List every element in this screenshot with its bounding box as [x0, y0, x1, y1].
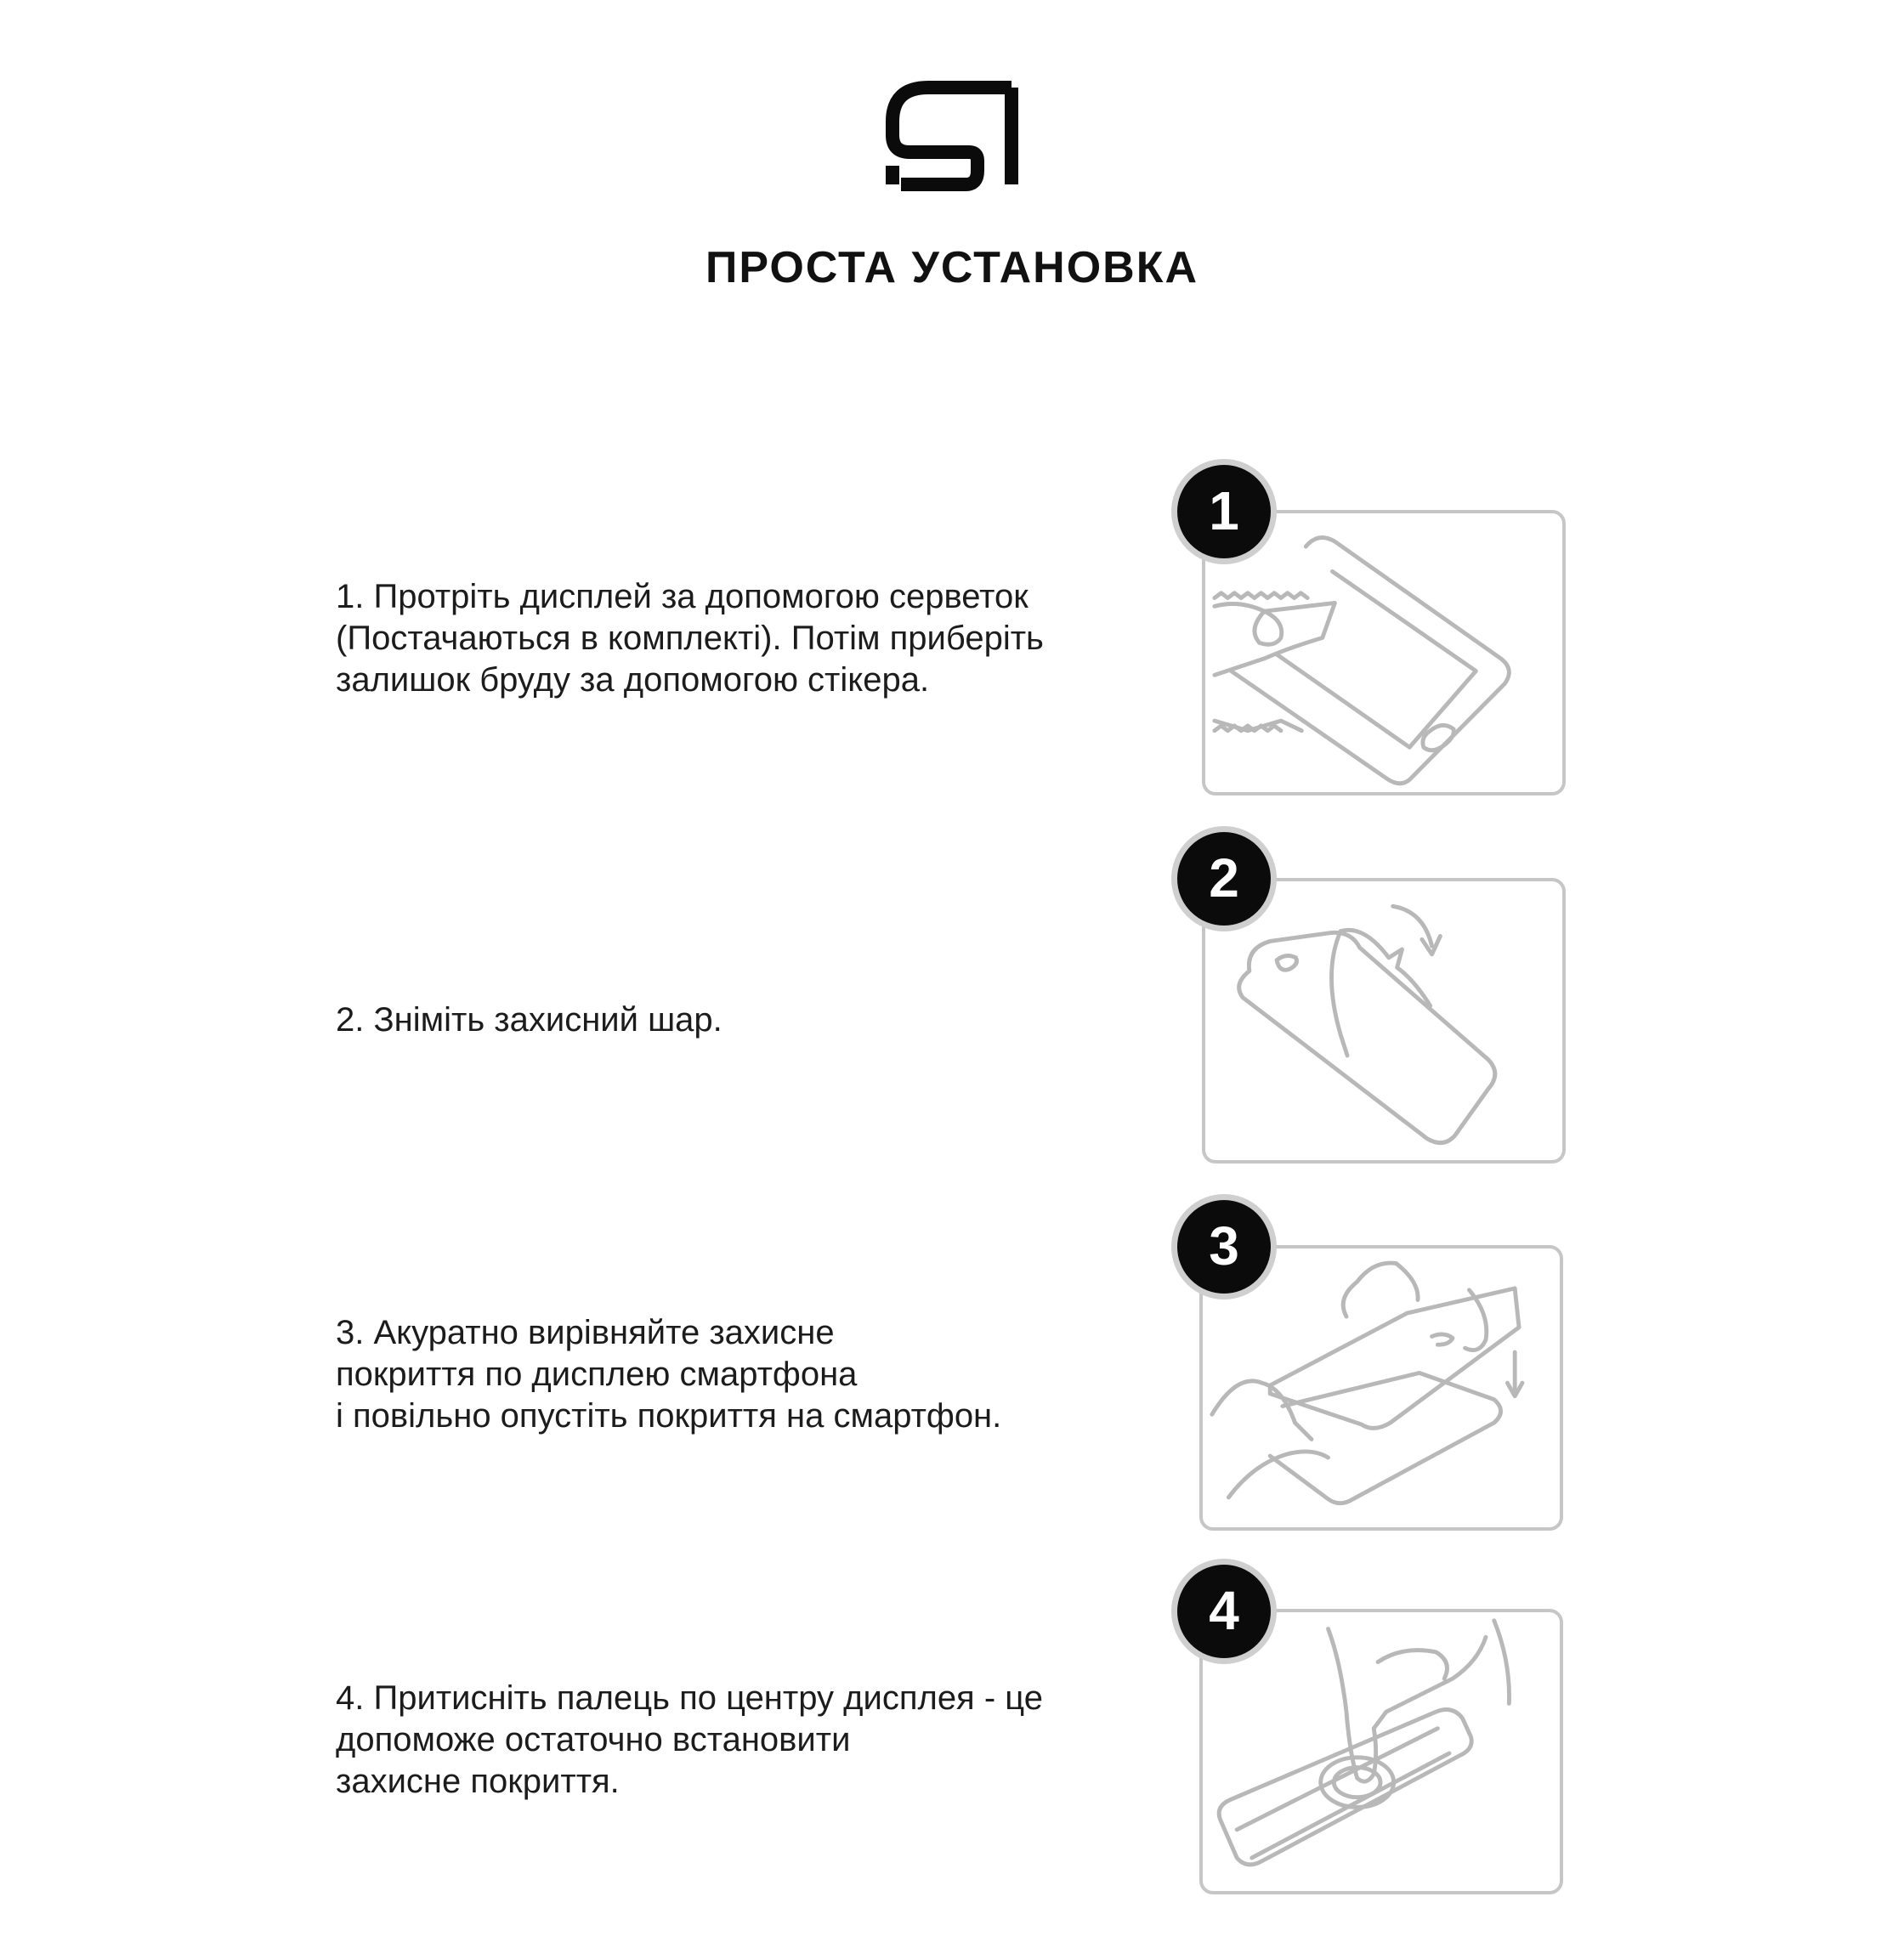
step-1-line-2: (Постачаються в комплекті). Потім приберіть — [336, 620, 1044, 657]
peel-film-icon — [1205, 881, 1562, 1160]
step-1-line-1: 1. Протріть дисплей за допомогою серветок — [336, 578, 1028, 615]
step-3-line-1: 3. Акуратно вирівняйте захисне — [336, 1314, 835, 1351]
step-3-line-3: і повільно опустіть покриття на смартфон. — [336, 1397, 1002, 1435]
align-film-icon — [1203, 1248, 1560, 1527]
step-4-badge: 4 — [1171, 1559, 1277, 1664]
press-center-icon — [1203, 1612, 1560, 1891]
step-1-instructions — [336, 576, 1152, 701]
page-title: ПРОСТА УСТАНОВКА — [705, 243, 1199, 292]
step-1-line-3: залишок бруду за допомогою стікера. — [336, 661, 930, 699]
step-4-line-3: захисне покриття. — [336, 1763, 620, 1800]
step-2-badge: 2 — [1171, 826, 1277, 931]
step-4-line-1: 4. Притисніть палець по центру дисплея - це — [336, 1679, 1043, 1717]
step-2-instructions — [336, 999, 1152, 1041]
step-4-line-2: допоможе остаточно встановити — [336, 1721, 851, 1758]
step-2-line-1: 2. Зніміть захисний шар. — [336, 1001, 722, 1039]
wipe-screen-icon — [1205, 513, 1562, 792]
brand-logo-icon — [884, 81, 1020, 191]
step-1-badge: 1 — [1171, 459, 1277, 564]
step-3-instructions — [336, 1312, 1152, 1437]
step-4-instructions — [336, 1678, 1152, 1803]
step-2-illustration — [1202, 878, 1566, 1164]
step-3-badge: 3 — [1171, 1194, 1277, 1299]
step-3-line-2: покриття по дисплею смартфона — [336, 1356, 858, 1393]
